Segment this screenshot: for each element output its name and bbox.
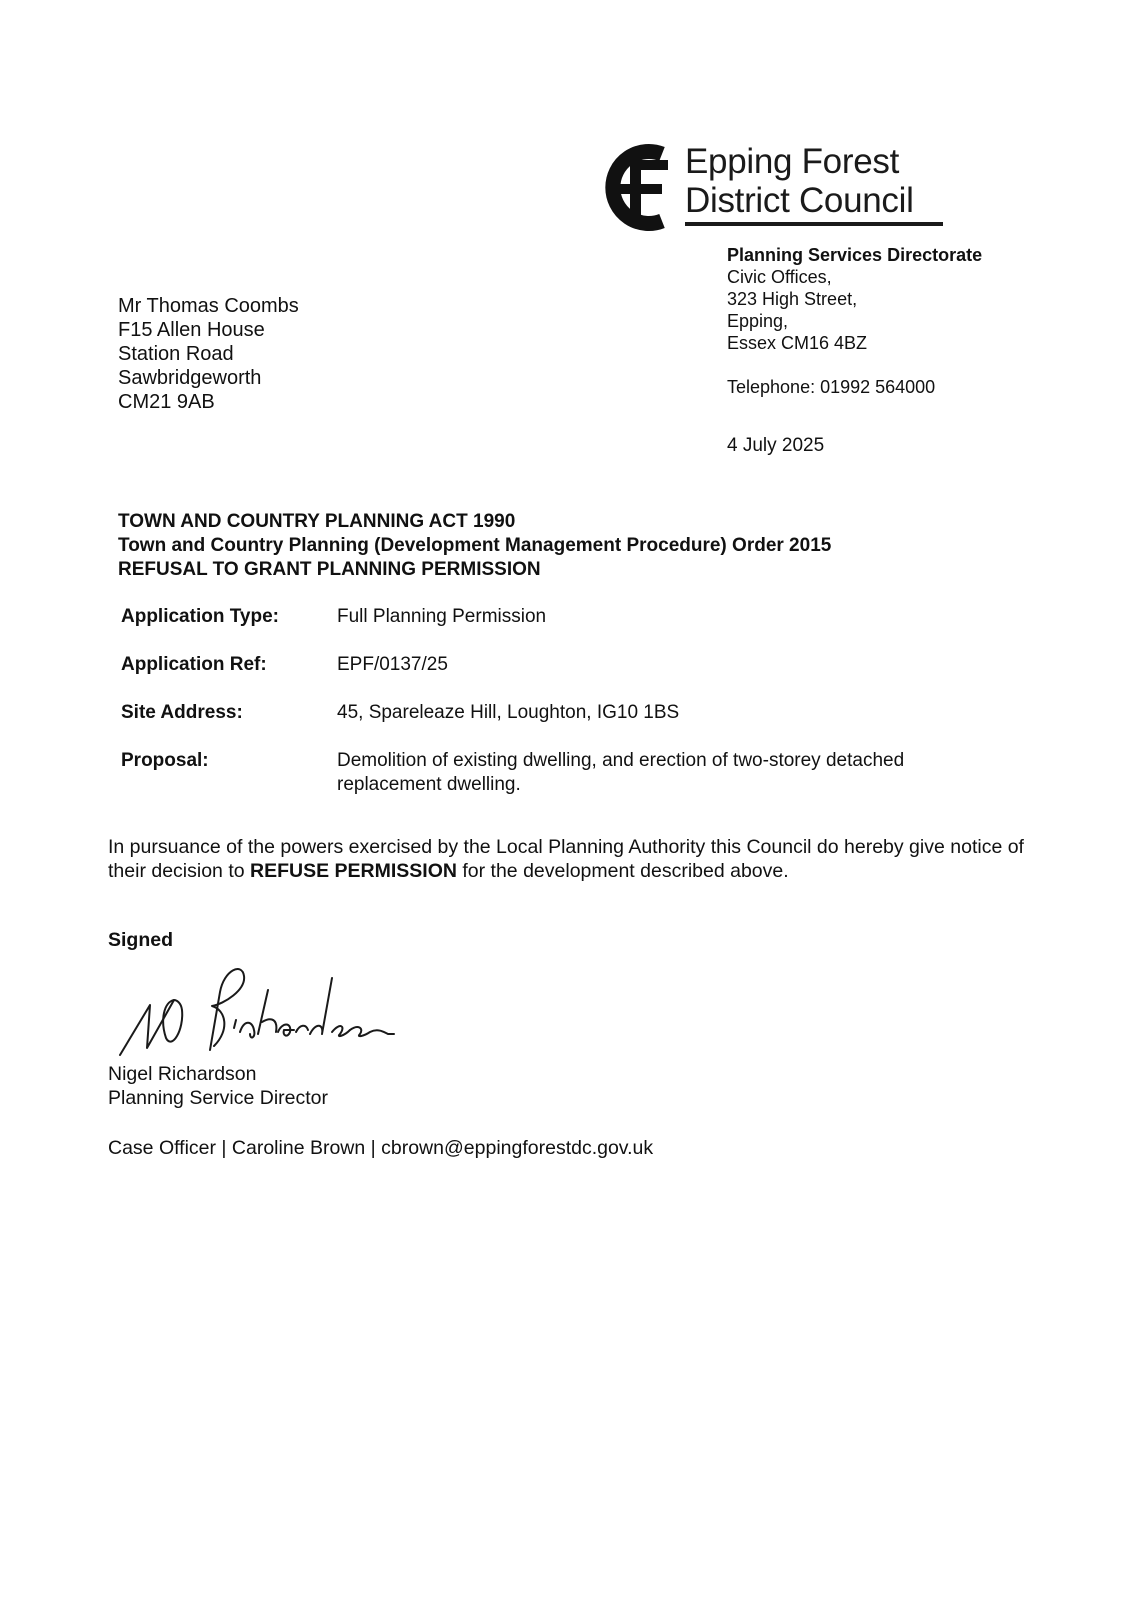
logo-line-2: District Council	[685, 181, 914, 220]
logo-wordmark	[685, 142, 914, 220]
detail-row	[121, 749, 1001, 797]
detail-value: Demolition of existing dwelling, and erection of two-storey detached replacement dwelling.	[337, 750, 905, 795]
recipient-address	[118, 294, 299, 414]
council-logo	[600, 140, 950, 235]
application-details	[121, 605, 1001, 821]
sender-address-line: Essex CM16 4BZ	[727, 333, 868, 353]
sender-address	[727, 244, 982, 457]
act-heading: TOWN AND COUNTRY PLANNING ACT 1990	[118, 511, 516, 532]
decision-text-after: for the development described above.	[456, 860, 789, 882]
telephone: Telephone: 01992 564000	[727, 377, 936, 397]
detail-row	[121, 605, 1001, 629]
signatory-title: Planning Service Director	[108, 1087, 329, 1109]
recipient-line: F15 Allen House	[118, 319, 265, 341]
detail-label: Site Address:	[121, 702, 243, 723]
letter-date: 4 July 2025	[727, 435, 825, 456]
logo-underline	[685, 222, 943, 226]
handwritten-signature	[112, 950, 402, 1060]
detail-row	[121, 701, 1001, 725]
detail-row	[121, 653, 1001, 677]
detail-value: EPF/0137/25	[337, 654, 448, 675]
signatory-name: Nigel Richardson	[108, 1063, 257, 1085]
sender-address-line: Civic Offices,	[727, 267, 832, 287]
recipient-line: CM21 9AB	[118, 391, 215, 413]
detail-value: Full Planning Permission	[337, 606, 547, 627]
recipient-line: Mr Thomas Coombs	[118, 295, 299, 317]
detail-label: Application Ref:	[121, 654, 267, 675]
letter-headings	[118, 510, 831, 582]
order-heading: Town and Country Planning (Development Management Procedure) Order 2015	[118, 535, 832, 556]
sender-address-line: 323 High Street,	[727, 289, 858, 309]
logo-line-1: Epping Forest	[685, 142, 899, 181]
recipient-line: Station Road	[118, 343, 234, 365]
signatory-block	[108, 1062, 328, 1110]
detail-label: Application Type:	[121, 606, 279, 627]
department-name: Planning Services Directorate	[727, 245, 983, 265]
decision-emphasis: REFUSE PERMISSION	[250, 860, 457, 882]
decision-heading: REFUSAL TO GRANT PLANNING PERMISSION	[118, 559, 541, 580]
sender-address-line: Epping,	[727, 311, 789, 331]
case-officer-line: Case Officer | Caroline Brown | cbrown@eppingforestdc.gov.uk	[108, 1137, 654, 1159]
efdc-logo-icon	[600, 140, 680, 235]
decision-paragraph	[108, 835, 1028, 883]
detail-value: 45, Spareleaze Hill, Loughton, IG10 1BS	[337, 702, 680, 723]
detail-label: Proposal:	[121, 750, 209, 771]
decision-text-before: In pursuance of the powers exercised by the Local Planning Authority this Council do hereby give notice of their decision to	[108, 836, 1024, 882]
recipient-line: Sawbridgeworth	[118, 367, 262, 389]
signed-label: Signed	[108, 929, 174, 951]
